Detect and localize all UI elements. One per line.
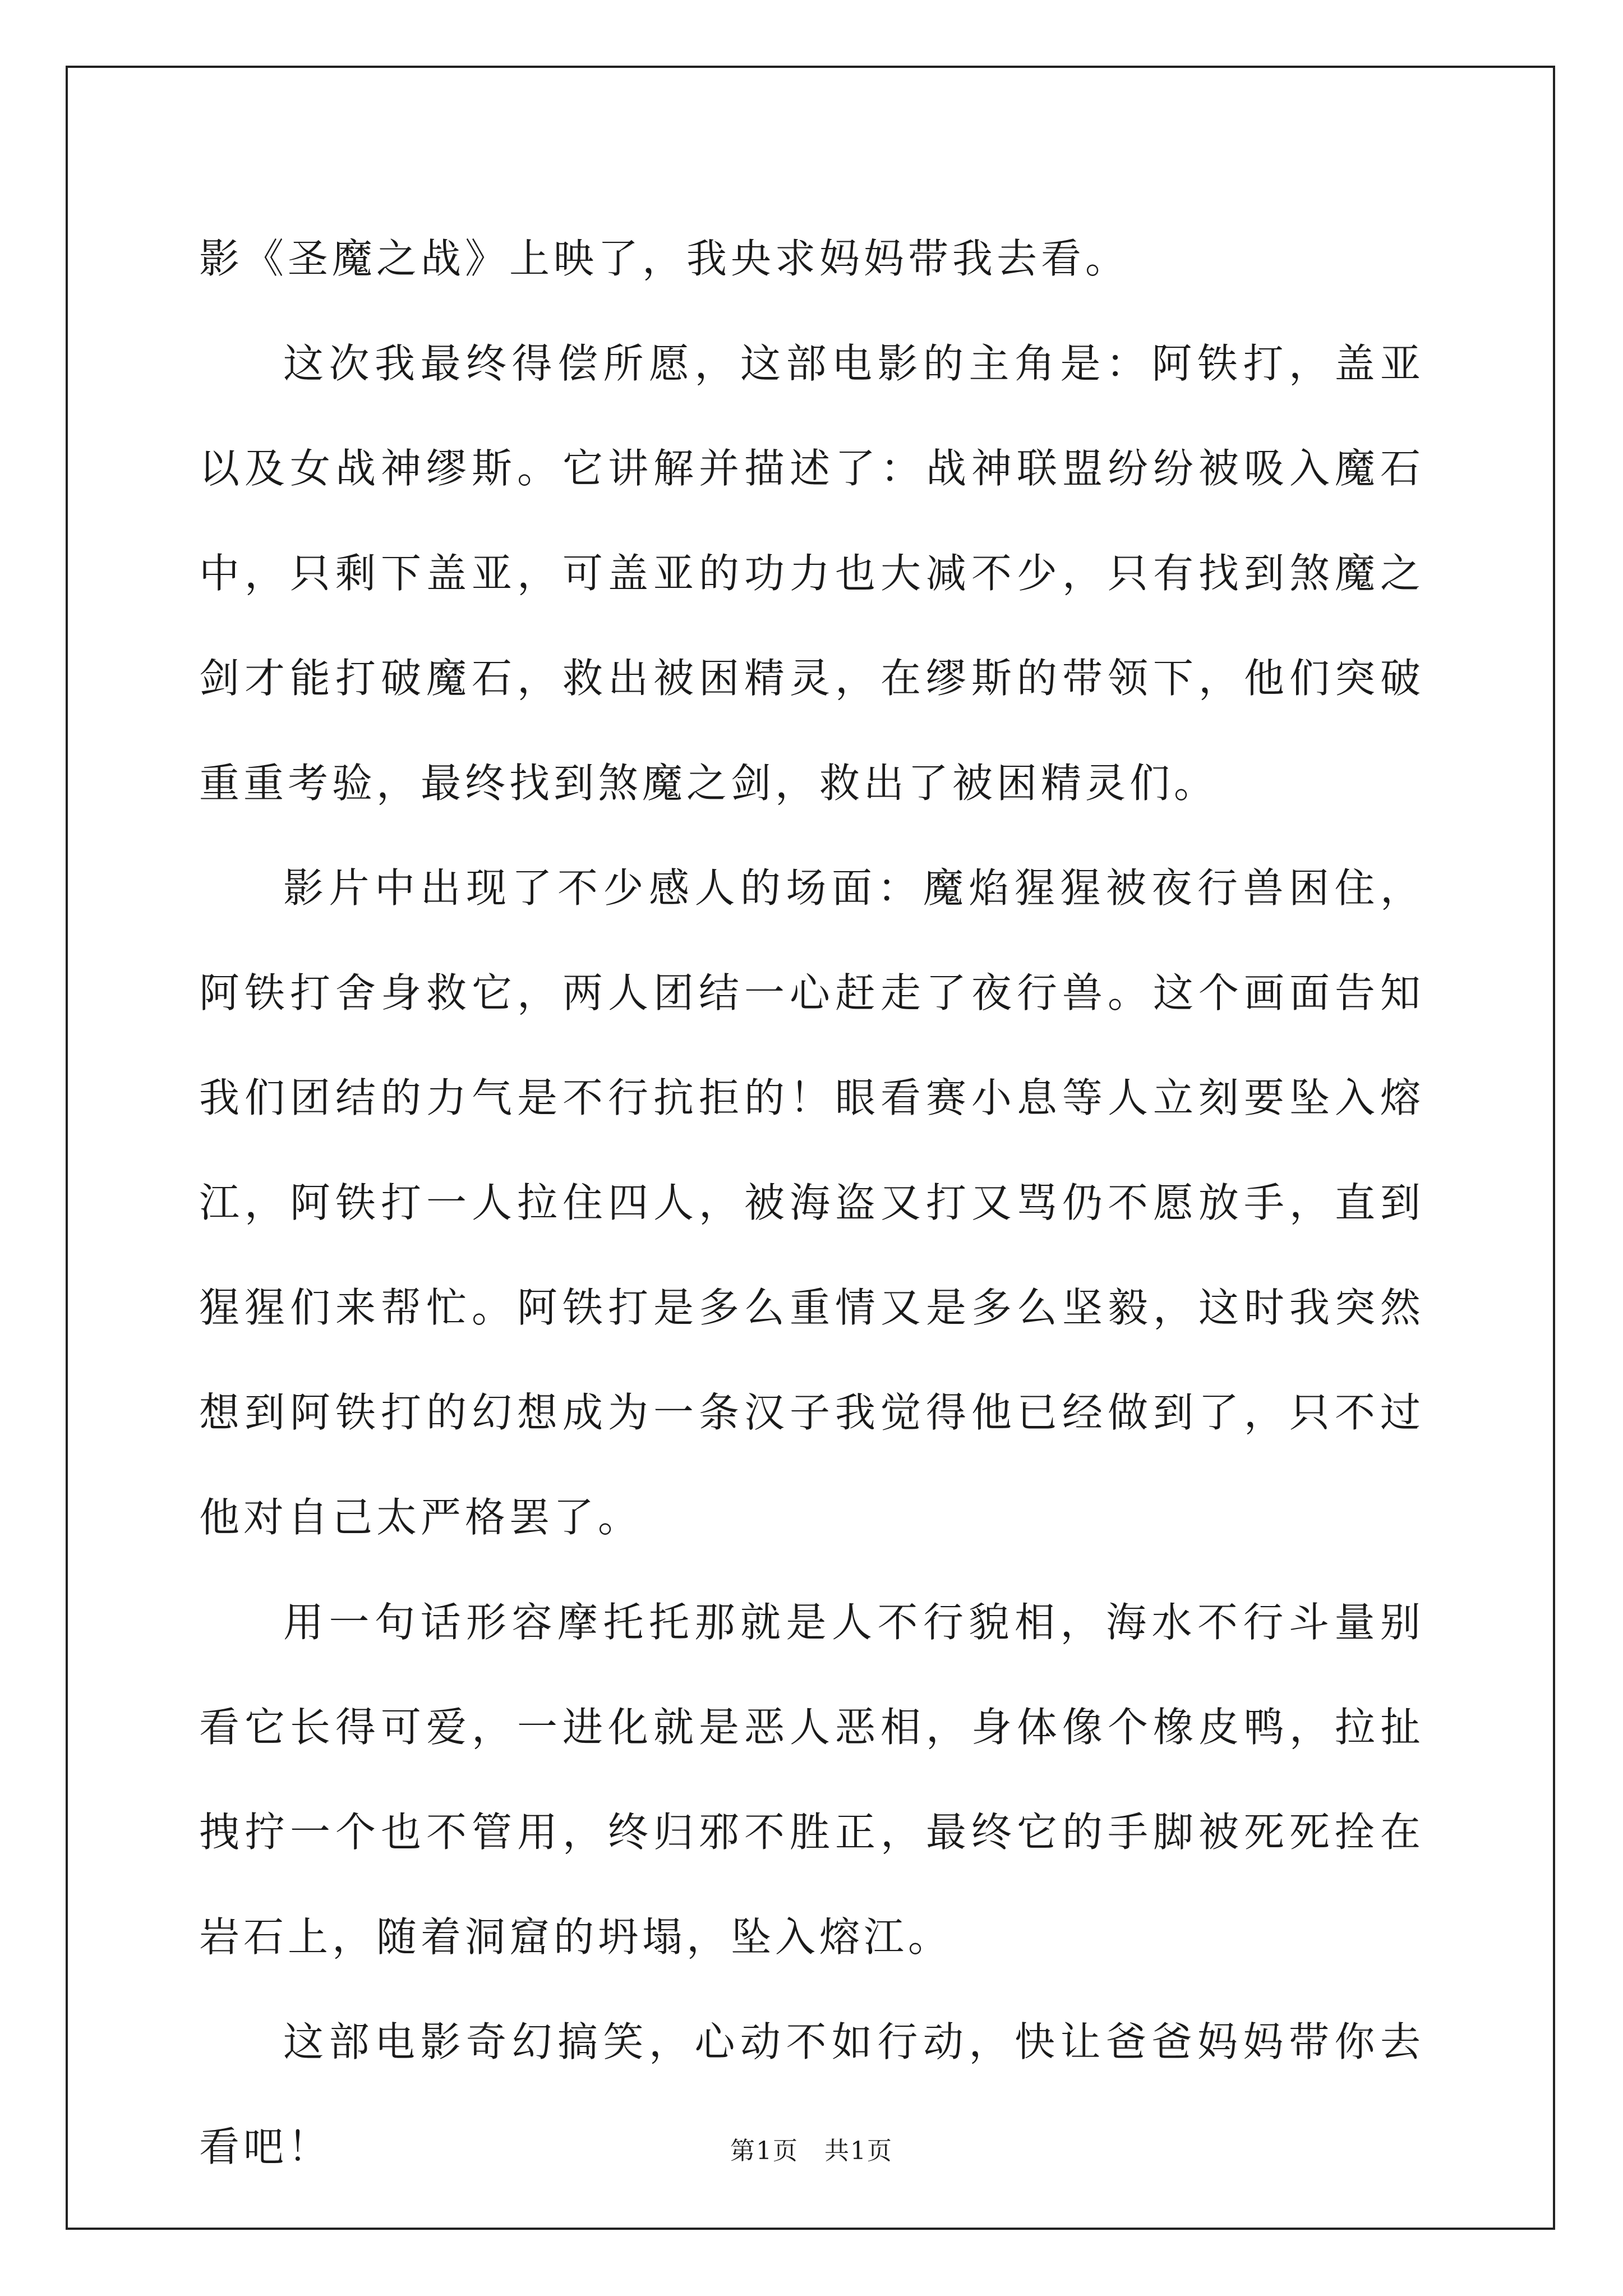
paragraph-4: 用一句话形容摩托托那就是人不行貌相，海水不行斗量别看它长得可爱，一进化就是恶人恶相，身体像个橡皮鸭，拉扯拽拧一个也不管用，终归邪不胜正，最终它的手脚被死死拴在岩石上，随着洞窟的坍塌，坠入熔江。 [199,1599,1424,1961]
paragraph-2: 这次我最终得偿所愿，这部电影的主角是：阿铁打，盖亚以及女战神缪斯。它讲解并描述了：战神联盟纷纷被吸入魔石中，只剩下盖亚，可盖亚的功力也大减不少，只有找到煞魔之剑才能打破魔石，救出被困精灵，在缪斯的带领下，他们突破重重考验，最终找到煞魔之剑，救出了被困精灵们。 [199,340,1424,807]
paragraph-3: 影片中出现了不少感人的场面：魔焰猩猩被夜行兽困住，阿铁打舍身救它，两人团结一心赶走了夜行兽。这个画面告知我们团结的力气是不行抗拒的！眼看赛小息等人立刻要坠入熔江，阿铁打一人拉住四人，被海盗又打又骂仍不愿放手，直到猩猩们来帮忙。阿铁打是多么重情又是多么坚毅，这时我突然想到阿铁打的幻想成为一条汉子我觉得他已经做到了，只不过他对自己太严格罢了。 [199,864,1424,1541]
paragraph-5: 这部电影奇幻搞笑，心动不如行动，快让爸爸妈妈带你去看吧！ [199,2018,1424,2170]
page-number-footer: 第1页 共1页 [730,2137,893,2165]
document-body [199,206,1424,2200]
paragraph-1: 影《圣魔之战》上映了，我央求妈妈带我去看。 [199,235,1130,282]
